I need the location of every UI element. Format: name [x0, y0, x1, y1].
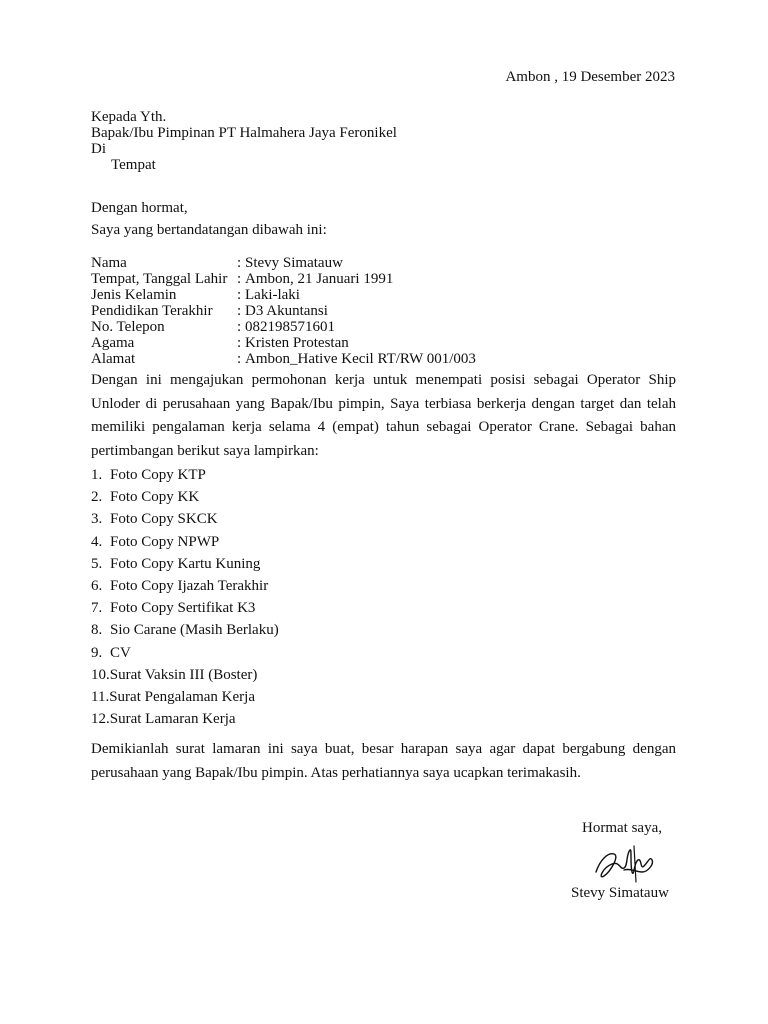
greeting-block: [91, 200, 327, 244]
list-number: 9.: [91, 644, 103, 661]
list-number: 5.: [91, 555, 103, 572]
list-text: CV: [110, 644, 131, 661]
list-item: [91, 619, 491, 641]
identity-separator: :: [237, 287, 242, 303]
identity-label: Pendidikan Terakhir: [91, 303, 213, 319]
list-text: Surat Lamaran Kerja: [109, 711, 236, 728]
identity-row: [91, 351, 476, 367]
list-text: Foto Copy Sertifikat K3: [110, 600, 256, 617]
list-number: 10.: [91, 666, 110, 683]
identity-separator: :: [237, 303, 242, 319]
list-number: 7.: [91, 600, 103, 617]
list-number: 11.: [91, 688, 110, 705]
attachment-list: [91, 464, 491, 730]
recipient-line-3: Di: [91, 141, 106, 157]
identity-table: [91, 255, 476, 367]
identity-label: Agama: [91, 335, 135, 351]
list-text: Sio Carane (Masih Berlaku): [110, 622, 279, 639]
intro-line: Saya yang bertandatangan dibawah ini:: [91, 222, 327, 238]
identity-value: Kristen Protestan: [245, 335, 349, 351]
identity-label: Nama: [91, 255, 127, 271]
application-paragraph: Dengan ini mengajukan permohonan kerja untuk menempati posisi sebagai Operator Ship Unloder di perusahaan yang Bapak/Ibu pimpin, Saya terbiasa berkerja dengan target dan telah memiliki pengalaman kerja selama 4 (empat) tahun sebagai Operator Crane. Sebagai bahan pertimbangan berikut saya lampirkan:: [91, 372, 676, 459]
list-item: [91, 508, 491, 530]
identity-row: [91, 287, 476, 303]
identity-value: Laki-laki: [245, 287, 300, 303]
list-item: [91, 575, 491, 597]
list-item: [91, 686, 491, 708]
recipient-block: [91, 109, 397, 173]
identity-separator: :: [237, 319, 242, 335]
salutation: Dengan hormat,: [91, 200, 188, 216]
identity-value: D3 Akuntansi: [245, 303, 328, 319]
identity-value: Stevy Simatauw: [245, 255, 343, 271]
list-text: Foto Copy Ijazah Terakhir: [110, 577, 269, 594]
list-item: [91, 531, 491, 553]
identity-row: [91, 335, 476, 351]
list-number: 12.: [91, 711, 110, 728]
list-text: Surat Pengalaman Kerja: [109, 688, 255, 705]
identity-separator: :: [237, 271, 242, 287]
list-number: 4.: [91, 533, 103, 550]
recipient-line-2: Bapak/Ibu Pimpinan PT Halmahera Jaya Feronikel: [91, 125, 397, 141]
signature-icon: [590, 842, 660, 888]
identity-label: No. Telepon: [91, 319, 165, 335]
list-text: Foto Copy NPWP: [110, 533, 220, 550]
recipient-line-1: Kepada Yth.: [91, 109, 167, 125]
list-text: Foto Copy KTP: [110, 467, 206, 483]
identity-value: Ambon, 21 Januari 1991: [245, 271, 394, 287]
recipient-line-4: Tempat: [111, 157, 156, 173]
identity-separator: :: [237, 335, 242, 351]
list-text: Foto Copy KK: [110, 489, 200, 506]
list-text: Surat Vaksin III (Boster): [109, 666, 258, 683]
list-number: 2.: [91, 489, 103, 506]
list-number: 3.: [91, 511, 103, 528]
list-number: 8.: [91, 622, 103, 639]
list-item: [91, 553, 491, 575]
identity-label: Alamat: [91, 351, 136, 367]
identity-value: 082198571601: [245, 319, 335, 335]
identity-separator: :: [237, 351, 242, 367]
identity-row: [91, 303, 476, 319]
identity-row: [91, 319, 476, 335]
list-number: 1.: [91, 467, 103, 483]
list-item: [91, 642, 491, 664]
list-item: [91, 464, 491, 486]
identity-label: Jenis Kelamin: [91, 287, 177, 303]
identity-label: Tempat, Tanggal Lahir: [91, 271, 228, 287]
list-text: Foto Copy Kartu Kuning: [110, 555, 261, 572]
identity-separator: :: [237, 255, 242, 271]
list-item: [91, 597, 491, 619]
list-item: [91, 486, 491, 508]
identity-value: Ambon_Hative Kecil RT/RW 001/003: [245, 351, 476, 367]
list-item: [91, 708, 491, 730]
closing-paragraph: Demikianlah surat lamaran ini saya buat, besar harapan saya agar dapat bergabung dengan perusahaan yang Bapak/Ibu pimpin. Atas perhatiannya saya ucapkan terimakasih.: [91, 741, 676, 781]
list-number: 6.: [91, 577, 103, 594]
valediction: Hormat saya,: [582, 820, 662, 836]
list-text: Foto Copy SKCK: [110, 511, 218, 528]
list-item: [91, 664, 491, 686]
identity-row: [91, 271, 476, 287]
identity-row: [91, 255, 476, 271]
place-date: Ambon , 19 Desember 2023: [505, 69, 675, 85]
signer-name: Stevy Simatauw: [571, 885, 669, 901]
